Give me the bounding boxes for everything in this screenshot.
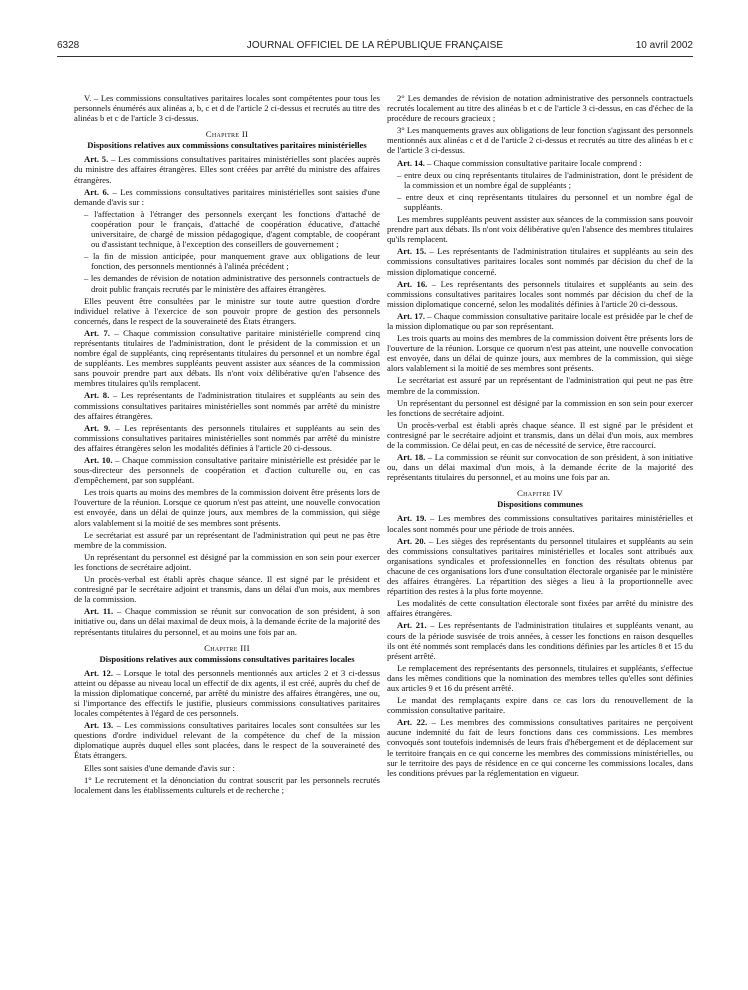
article-label: Art. 12.: [84, 667, 113, 678]
paragraph: 2° Les demandes de révision de notation administrative des personnels contractuels recrutés localement au titre des alinéas b et c de l'article 3 ci-dessus, en cas d'échec de la procédure de recours gracieux ;: [387, 93, 693, 124]
left-column: [74, 93, 380, 797]
article-16: Art. 16. – Les représentants des personnels titulaires et suppléants au sein des commissions consultatives paritaires locales sont nommés par décision du chef de la mission diplomatique concerné, selon les modalités définies à l'article 20 ci-dessous.: [387, 278, 693, 309]
article-label: Art. 13.: [84, 720, 114, 731]
article-label: Art. 9.: [84, 422, 111, 433]
article-label: Art. 16.: [397, 278, 428, 289]
article-label: Art. 20.: [397, 535, 426, 546]
list-item: – entre deux et cinq représentants titulaires du personnel et un nombre égal de suppléants.: [397, 191, 693, 212]
paragraph: Un représentant du personnel est désigné par la commission en son sein pour exercer les fonctions de secrétaire adjoint.: [387, 397, 693, 418]
article-22: Art. 22. – Les membres des commissions consultatives paritaires ne perçoivent aucune indemnité du fait de leurs fonctions dans ces commissions. Les membres convoqués sont toutefois indemnisés de leurs frais d'hébergement et de déplacement sur le territoire français en ce qui concerne les membres des commissions ministérielles, ou sur le territoire des pays de résidence en ce qui concerne les commissions locales, dans les conditions prévues par la réglementation en vigueur.: [387, 717, 693, 778]
chapter-heading: Chapitre III: [204, 642, 250, 653]
page-number: 6328: [57, 40, 80, 51]
article-label: Art. 17.: [397, 310, 426, 321]
article-11: Art. 11. – Chaque commission se réunit sur convocation de son président, à son initiative ou, dans un délai maximal de deux mois, à la demande écrite de la majorité des représentants titulaires du personnel, et au moins une fois par an.: [74, 606, 380, 637]
article-13: Art. 13. – Les commissions consultatives paritaires locales sont consultées sur les questions d'ordre individuel relevant de la compétence du chef de la mission diplomatique auprès duquel elles sont placées, dans le respect de la souveraineté des États étrangers.: [74, 720, 381, 761]
paragraph: Le secrétariat est assuré par un représentant de l'administration qui peut ne pas être membre de la commission.: [74, 529, 380, 550]
article-label: Art. 7.: [84, 327, 110, 338]
paragraph: Un représentant du personnel est désigné par la commission en son sein pour exercer les fonctions de secrétaire adjoint.: [74, 551, 380, 572]
paragraph: Les membres suppléants peuvent assister aux séances de la commission sans pouvoir prendre part aux débats. Ils n'ont voix délibérative qu'en l'absence des membres titulaires qu'ils remplacent.: [387, 214, 693, 245]
article-21: Art. 21. – Les représentants de l'administration titulaires et suppléants venant, au cours de la période susvisée de trois années, à cesser les fonctions en raison desquelles ils ont été nommés sont remplacés dans les conditions définies par les articles 8 et 15 du présent arrêté.: [387, 620, 694, 661]
article-label: Art. 10.: [84, 455, 113, 465]
article-label: Art. 8.: [84, 390, 110, 401]
paragraph-v: V. – Les commissions consultatives paritaires locales sont compétentes pour tous les personnels énumérés aux alinéas a, b, c et d de l'article 2 ci-dessus et recrutés au titre des alinéas b et c de l'article 3 ci-dessus.: [74, 93, 380, 124]
article-8: Art. 8. – Les représentants de l'administration titulaires et suppléants au sein des commissions consultatives paritaires ministérielles sont nommés par arrêté du ministre des affaires étrangères.: [74, 390, 381, 421]
article-7: Art. 7. – Chaque commission consultative paritaire ministérielle comprend cinq représentants titulaires de l'administration, dont le président de la commission et un nombre égal de suppléants, cinq représentants titulaires du personnel et un nombre égal de suppléants. Les membres suppléants peuvent assister aux séances de la commission sans pouvoir prendre part aux débats. Ils n'ont voix délibérative qu'en l'absence des membres titulaires qu'ils remplacent.: [74, 327, 381, 389]
section-heading: Dispositions relatives aux commissions consultatives paritaires locales: [99, 653, 355, 664]
list-item: – les demandes de révision de notation administrative des personnels contractuels de droit public français recrutés par le ministère des affaires étrangères.: [84, 273, 380, 294]
paragraph: Les trois quarts au moins des membres de la commission doivent être présents lors de l'ouverture de la réunion. Lorsque ce quorum n'est pas atteint, une nouvelle convocation est envoyée, dans un délai de quinze jours, aux membres de la commission, qui siège alors valablement si la moitié de ses membres sont présents.: [387, 333, 693, 374]
right-column: [387, 93, 693, 780]
article-18: Art. 18. – La commission se réunit sur convocation de son président, à son initiative ou, dans un délai maximal d'un mois, à la demande écrite de la majorité des représentants titulaires du personnel, et au moins une fois par an.: [387, 452, 693, 483]
list-item: – l'affectation à l'étranger des personnels exerçant les fonctions d'attaché de coopération pour le français, d'attaché de coopération éducative, d'attaché universitaire, de chargé de mission pédagogique, d'agent comptable, de coopérant ou d'assistant technique, à l'exception des conseillers de gouvernement ;: [84, 208, 380, 250]
list-item: – entre deux ou cinq représentants titulaires de l'administration, dont le président de la commission et un nombre égal de suppléants ;: [397, 169, 693, 190]
chapter-heading: Chapitre II: [205, 129, 249, 140]
article-label: Art. 15.: [397, 246, 427, 257]
paragraph: Le secrétariat est assuré par un représentant de l'administration qui peut ne pas être membre de la commission.: [387, 375, 693, 396]
section-heading: Dispositions relatives aux commissions consultatives paritaires ministérielles: [87, 140, 367, 151]
issue-date: 10 avril 2002: [635, 40, 693, 51]
journal-title: JOURNAL OFFICIEL DE LA RÉPUBLIQUE FRANÇAISE: [246, 40, 504, 51]
article-label: Art. 5.: [84, 154, 109, 165]
article-12: Art. 12. – Lorsque le total des personnels mentionnés aux articles 2 et 3 ci-dessus atteint ou dépasse au niveau local un effectif de dix agents, il est créé, auprès du chef de la mission diplomatique concerné, par arrêté du ministre des affaires étrangères, une ou, si l'importance des effectifs le justifie, plusieurs commissions consultatives paritaires locales compétentes à l'égard de ces personnels.: [74, 667, 380, 719]
paragraph: Les trois quarts au moins des membres de la commission doivent être présents lors de l'ouverture de la réunion. Lorsque ce quorum n'est pas atteint, une nouvelle convocation est envoyée, dans un délai de quinze jours, aux membres de la commission, qui siège alors valablement si la moitié de ses membres sont présents.: [74, 487, 380, 528]
paragraph: Un procès-verbal est établi après chaque séance. Il est signé par le président et contresigné par le secrétaire adjoint et transmis, dans un délai d'un mois, aux membres de la commission. Ce délai peut, en cas de nécessité de service, être raccourci.: [387, 419, 693, 450]
paragraph: 3° Les manquements graves aux obligations de leur fonction s'agissant des personnels mentionnés aux alinéas c et d de l'article 2 ci-dessus et recrutés au titre des alinéas b et c de l'article 3 ci-dessus.: [387, 125, 693, 156]
paragraph: 1° Le recrutement et la dénonciation du contrat souscrit par les personnels recrutés localement dans les établissements culturels et de recherche ;: [74, 774, 380, 795]
article-label: Art. 18.: [397, 452, 426, 463]
article-10: Art. 10. – Chaque commission consultative paritaire ministérielle est présidée par le sous-directeur des personnels de coopération et d'action culturelle ou, en cas d'empêchement, par son suppléant.: [74, 455, 381, 486]
article-17: Art. 17. – Chaque commission consultative paritaire locale est présidée par le chef de la mission diplomatique ou par son représentant.: [387, 310, 693, 331]
article-label: Art. 19.: [397, 513, 427, 524]
paragraph: Le remplacement des représentants des personnels, titulaires et suppléants, s'effectue dans les mêmes conditions que la nomination des membres telles qu'elles sont définies aux articles 9 et 16 du présent arrêté.: [387, 662, 693, 693]
chapter-heading: Chapitre IV: [517, 488, 563, 499]
paragraph: Un procès-verbal est établi après chaque séance. Il est signé par le président et contresigné par le secrétaire adjoint et transmis, dans un délai d'un mois, aux membres de la commission.: [74, 574, 380, 605]
article-6: Art. 6. – Les commissions consultatives paritaires ministérielles sont saisies d'une demande d'avis sur :: [74, 186, 380, 207]
article-15: Art. 15. – Les représentants de l'administration titulaires et suppléants au sein des commissions consultatives paritaires locales sont nommés par décision du chef de la mission diplomatique concerné.: [387, 246, 694, 277]
paragraph: Les modalités de cette consultation électorale sont fixées par arrêté du ministre des affaires étrangères.: [387, 598, 693, 619]
paragraph: Elles peuvent être consultées par le ministre sur toute autre question d'ordre individuel relative à l'exercice de son pouvoir propre de gestion des personnels concernés, dans le respect de la souveraineté des États étrangers.: [74, 295, 380, 326]
list-item: – la fin de mission anticipée, pour manquement grave aux obligations de leur fonction, des personnels mentionnés à l'alinéa précédent ;: [84, 251, 380, 272]
article-20: Art. 20. – Les sièges des représentants du personnel titulaires et suppléants au sein des commissions consultatives paritaires ministérielles et locales sont attribués aux organisations syndicales et professionnelles en fonction des résultats obtenus par chacune de ces organisations lors d'une consultation électorale organisée par le ministère des affaires étrangères. La répartition des sièges a lieu à la proportionnelle avec répartition des restes à la plus forte moyenne.: [387, 535, 693, 597]
article-9: Art. 9. – Les représentants des personnels titulaires et suppléants au sein des commissions consultatives paritaires ministérielles sont nommés par arrêté du ministre des affaires étrangères selon les modalités définies à l'article 20 ci-dessous.: [74, 422, 380, 453]
header-rule: [57, 56, 693, 57]
paragraph: Elles sont saisies d'une demande d'avis sur :: [84, 762, 235, 773]
article-5: Art. 5. – Les commissions consultatives paritaires ministérielles sont placées auprès du ministre des affaires étrangères. Elles sont créées par arrêté du ministre des affaires étrangères.: [74, 154, 381, 185]
article-label: Art. 22.: [397, 717, 428, 728]
article-label: Art. 6.: [84, 186, 109, 197]
section-heading: Dispositions communes: [497, 499, 583, 510]
article-label: Art. 14.: [397, 157, 425, 168]
article-label: Art. 11.: [84, 606, 114, 617]
article-14: Art. 14. – Chaque commission consultative paritaire locale comprend :: [397, 157, 642, 168]
paragraph: Le mandat des remplaçants expire dans ce cas lors du renouvellement de la commission consultative paritaire.: [387, 695, 693, 716]
article-19: Art. 19. – Les membres des commissions consultatives paritaires ministérielles et locales sont nommés pour une période de trois années.: [387, 513, 693, 534]
article-label: Art. 21.: [397, 620, 427, 631]
